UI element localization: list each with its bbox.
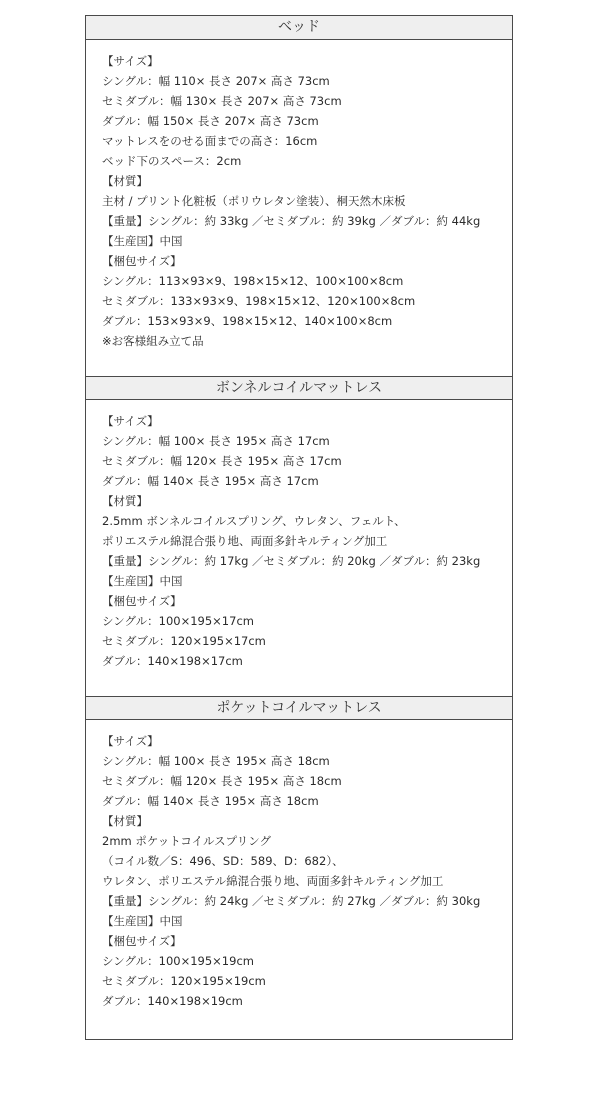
spec-line: 2.5mm ボンネルコイルスプリング、ウレタン、フェルト、 [102,514,406,528]
spec-table [85,15,513,1040]
spec-line: セミダブル：幅 120× 長さ 195× 高さ 18cm [102,774,342,788]
spec-line: 【材質】 [102,814,148,828]
spec-line: 【サイズ】 [102,734,159,748]
spec-line: （コイル数／S：496、SD：589、D：682）、 [102,854,344,868]
spec-line: 【材質】 [102,174,148,188]
spec-line: ※お客様組み立て品 [102,334,204,348]
section-header-pocket-mattress [86,696,512,720]
spec-line: 【重量】シングル：約 17kg ／セミダブル：約 20kg ／ダブル：約 23kg [102,554,481,568]
spec-line: ダブル：幅 150× 長さ 207× 高さ 73cm [102,114,319,128]
spec-line: 【材質】 [102,494,148,508]
section-header-bonnell-mattress [86,376,512,400]
spec-line: マットレスをのせる面までの高さ：16cm [102,134,318,148]
section-title: ボンネルコイルマットレス [215,380,383,396]
section-body-bonnell-mattress [102,411,508,671]
spec-line: ダブル：幅 140× 長さ 195× 高さ 18cm [102,794,319,808]
spec-line: シングル：幅 100× 長さ 195× 高さ 18cm [102,754,330,768]
spec-line: シングル：100×195×17cm [102,614,254,628]
spec-line: シングル：113×93×9、198×15×12、100×100×8cm [102,274,404,288]
spec-line: ダブル：140×198×19cm [102,994,243,1008]
spec-line: セミダブル：幅 130× 長さ 207× 高さ 73cm [102,94,342,108]
spec-line: シングル：幅 110× 長さ 207× 高さ 73cm [102,74,330,88]
spec-line: セミダブル：120×195×17cm [102,634,266,648]
section-body-bed [102,51,508,351]
spec-line: ダブル：153×93×9、198×15×12、140×100×8cm [102,314,393,328]
spec-line: 【重量】シングル：約 24kg ／セミダブル：約 27kg ／ダブル：約 30kg [102,894,481,908]
spec-line: 【梱包サイズ】 [102,594,182,608]
spec-line: 2mm ポケットコイルスプリング [102,834,271,848]
spec-line: 【生産国】中国 [102,234,183,248]
spec-line: 【梱包サイズ】 [102,254,182,268]
spec-line: 【生産国】中国 [102,574,183,588]
spec-line: 【サイズ】 [102,54,159,68]
spec-line: ダブル：幅 140× 長さ 195× 高さ 17cm [102,474,319,488]
section-title: ポケットコイルマットレス [216,700,382,716]
section-header-bed [86,16,512,40]
spec-line: 【重量】シングル：約 33kg ／セミダブル：約 39kg ／ダブル：約 44kg [102,214,481,228]
section-title: ベッド [278,19,320,35]
spec-line: 【梱包サイズ】 [102,934,182,948]
spec-line: シングル：100×195×19cm [102,954,254,968]
spec-line: ベッド下のスペース：2cm [102,154,242,168]
spec-line: 主材 / プリント化粧板（ポリウレタン塗装）、桐天然木床板 [102,194,406,208]
spec-line: セミダブル：幅 120× 長さ 195× 高さ 17cm [102,454,342,468]
spec-line: セミダブル：133×93×9、198×15×12、120×100×8cm [102,294,416,308]
spec-line: シングル：幅 100× 長さ 195× 高さ 17cm [102,434,330,448]
spec-line: ウレタン、ポリエステル綿混合張り地、両面多針キルティング加工 [102,874,444,888]
section-body-pocket-mattress [102,731,508,1011]
spec-line: 【サイズ】 [102,414,159,428]
spec-line: セミダブル：120×195×19cm [102,974,266,988]
spec-line: ダブル：140×198×17cm [102,654,243,668]
spec-line: 【生産国】中国 [102,914,183,928]
spec-line: ポリエステル綿混合張り地、両面多針キルティング加工 [102,534,388,548]
